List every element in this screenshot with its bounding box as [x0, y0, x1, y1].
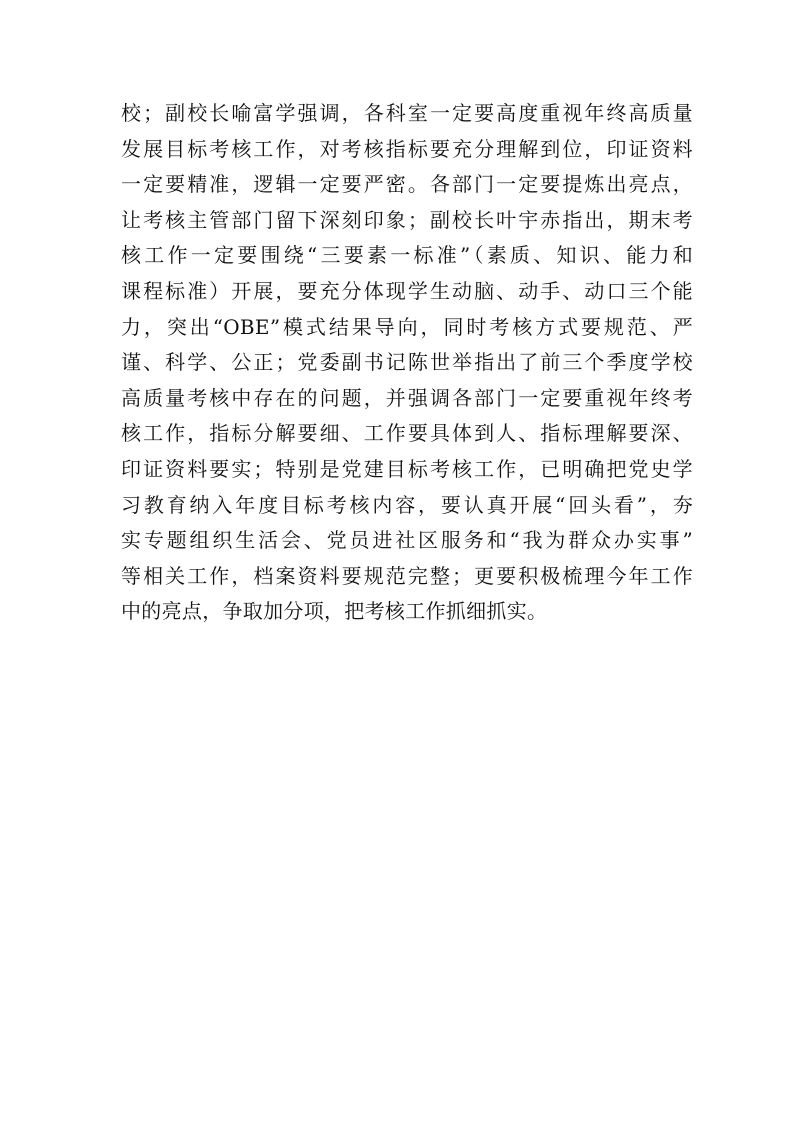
body-paragraph	[121, 96, 693, 630]
text-line: 实专题组织生活会、党员进社区服务和“我为群众办实事”	[121, 528, 693, 553]
text-line: 核工作，指标分解要细、工作要具体到人、指标理解要深、	[121, 421, 693, 446]
text-line: 中的亮点，争取加分项，把考核工作抓细抓实。	[121, 599, 548, 624]
text-line: 习教育纳入年度目标考核内容，要认真开展“回头看”，夯	[121, 492, 693, 517]
text-line: 一定要精准，逻辑一定要严密。各部门一定要提炼出亮点，	[121, 172, 693, 197]
text-line: 印证资料要实；特别是党建目标考核工作，已明确把党史学	[121, 456, 693, 481]
text-line: 核工作一定要围绕“三要素一标准”（素质、知识、能力和	[121, 243, 693, 268]
text-line: 让考核主管部门留下深刻印象；副校长叶宇赤指出，期末考	[121, 207, 693, 232]
text-line: 力，突出“OBE”模式结果导向，同时考核方式要规范、严	[121, 314, 693, 339]
text-line: 等相关工作，档案资料要规范完整；更要积极梳理今年工作	[121, 563, 693, 588]
text-line: 课程标准）开展，要充分体现学生动脑、动手、动口三个能	[121, 278, 693, 303]
text-line: 谨、科学、公正；党委副书记陈世举指出了前三个季度学校	[121, 350, 693, 375]
text-line: 高质量考核中存在的问题，并强调各部门一定要重视年终考	[121, 385, 693, 410]
text-line: 校；副校长喻富学强调，各科室一定要高度重视年终高质量	[121, 101, 693, 125]
text-line: 发展目标考核工作，对考核指标要充分理解到位，印证资料	[121, 136, 693, 161]
